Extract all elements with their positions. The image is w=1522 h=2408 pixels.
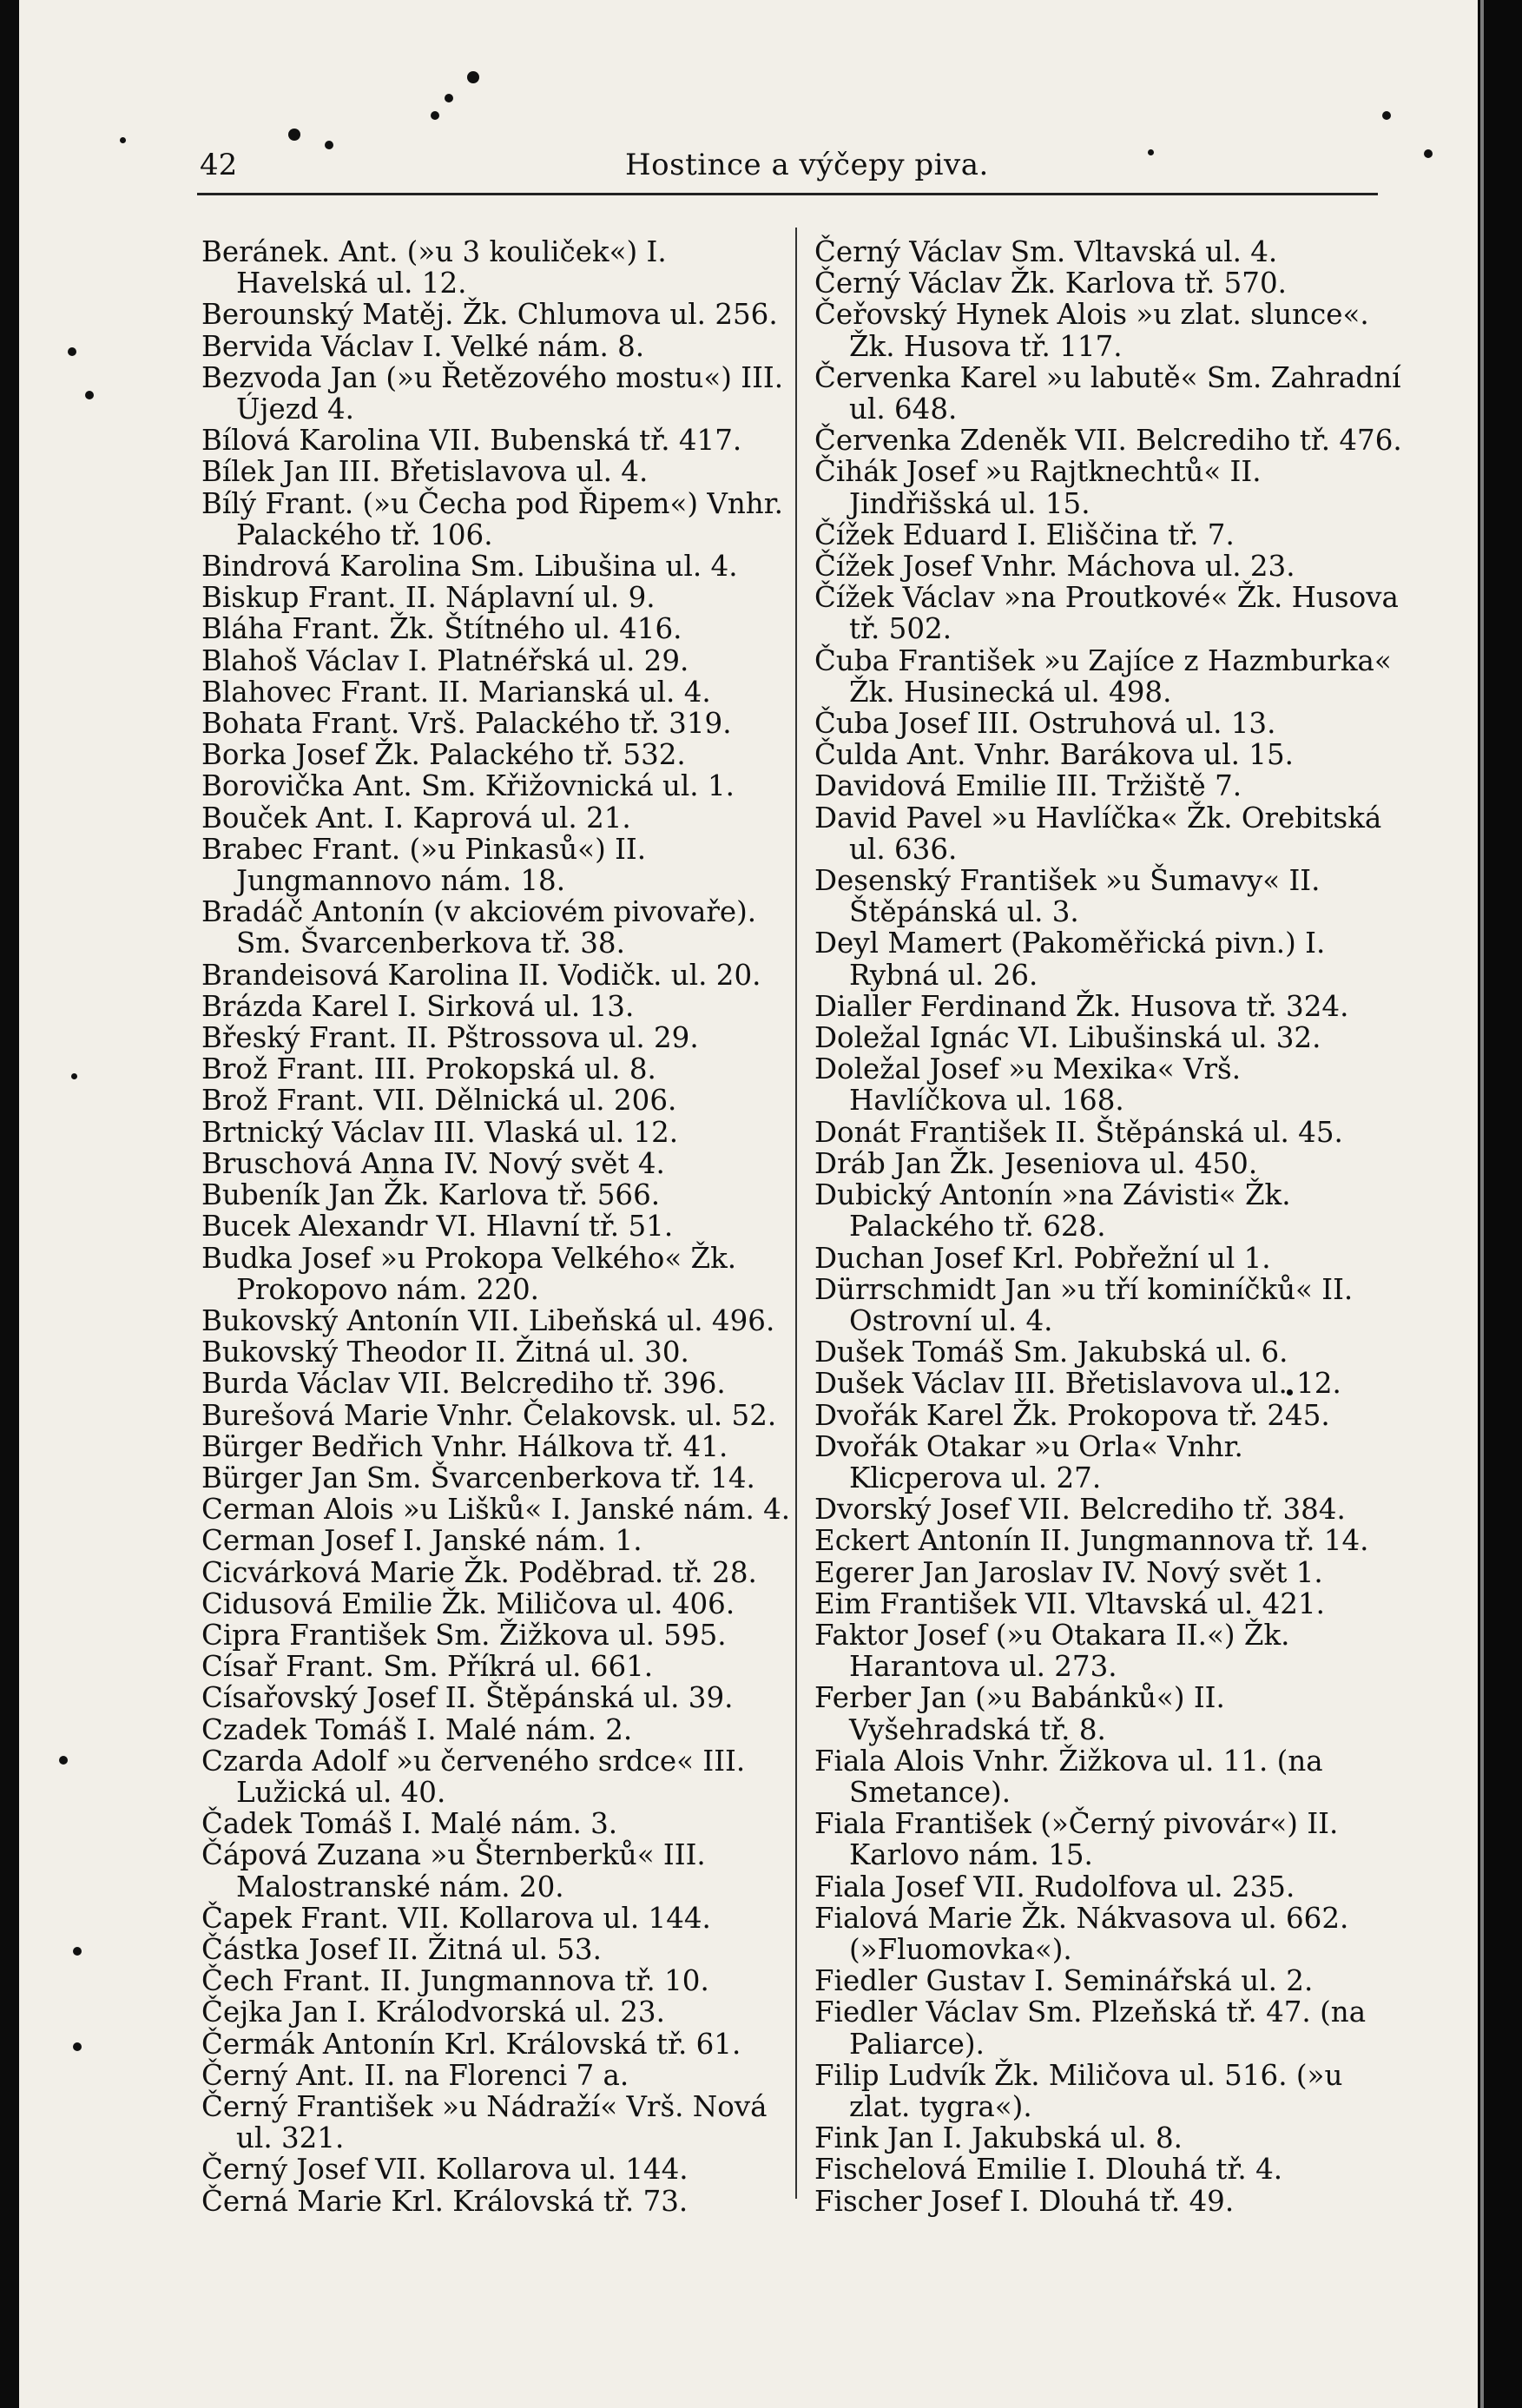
- directory-entry: Biskup Frant. II. Náplavní ul. 9.: [201, 581, 656, 615]
- directory-entry: Faktor Josef (»u Otakara II.«) Žk. Harantova ul. 273.: [814, 1618, 1290, 1684]
- directory-entry: Čuba Josef III. Ostruhová ul. 13.: [814, 707, 1276, 741]
- directory-entry: Čadek Tomáš I. Malé nám. 3.: [201, 1807, 618, 1841]
- directory-entry: Dráb Jan Žk. Jeseniova ul. 450.: [814, 1146, 1258, 1180]
- directory-entry: Cerman Alois »u Lišků« I. Janské nám. 4.: [201, 1493, 791, 1527]
- ink-speck: [1382, 111, 1391, 120]
- directory-entry: Brož Frant. III. Prokopská ul. 8.: [201, 1052, 656, 1086]
- directory-entry: Bukovský Theodor II. Žitná ul. 30.: [201, 1336, 689, 1369]
- directory-entry: Bohata Frant. Vrš. Palackého tř. 319.: [201, 707, 732, 741]
- page-header: [182, 146, 1380, 189]
- directory-entry: Čapek Frant. VII. Kollarova ul. 144.: [201, 1901, 711, 1935]
- ink-speck: [68, 347, 76, 356]
- directory-entry: Částka Josef II. Žitná ul. 53.: [201, 1932, 602, 1966]
- directory-entry: Čížek Eduard I. Eliščina tř. 7.: [814, 518, 1235, 551]
- directory-entry: Bílek Jan III. Břetislavova ul. 4.: [201, 455, 649, 489]
- directory-entry: Egerer Jan Jaroslav IV. Nový svět 1.: [814, 1555, 1323, 1589]
- directory-entry: Čejka Jan I. Králodvorská ul. 23.: [201, 1996, 665, 2029]
- directory-entry: Doležal Ignác VI. Libušinská ul. 32.: [814, 1021, 1321, 1055]
- directory-entry: Bukovský Antonín VII. Libeňská ul. 496.: [201, 1303, 775, 1337]
- ink-speck: [288, 129, 300, 141]
- directory-entry: Blahoš Václav I. Platnéřská ul. 29.: [201, 643, 689, 677]
- directory-entry: David Pavel »u Havlíčka« Žk. Orebitská ul. 636.: [814, 801, 1382, 866]
- directory-entry: Čuba František »u Zajíce z Hazmburka« Žk. Husinecká ul. 498.: [814, 643, 1392, 709]
- directory-entry: Dušek Tomáš Sm. Jakubská ul. 6.: [814, 1336, 1288, 1369]
- directory-entry: Cipra František Sm. Žižkova ul. 595.: [201, 1618, 727, 1652]
- directory-entry: Fiala Alois Vnhr. Žižkova ul. 11. (na Smetance).: [814, 1744, 1323, 1809]
- directory-entry: Brázda Karel I. Sirková ul. 13.: [201, 989, 635, 1023]
- right-column: [814, 236, 1405, 2217]
- directory-entry: Borka Josef Žk. Palackého tř. 532.: [201, 738, 686, 772]
- directory-entry: Doležal Josef »u Mexika« Vrš. Havlíčkova ul. 168.: [814, 1052, 1242, 1118]
- directory-entry: Duchan Josef Krl. Pobřežní ul 1.: [814, 1241, 1271, 1275]
- scanned-page: [19, 0, 1478, 2408]
- directory-entry: Cicvárková Marie Žk. Poděbrad. tř. 28.: [201, 1555, 757, 1589]
- directory-entry: Dvořák Otakar »u Orla« Vnhr. Klicperova ul. 27.: [814, 1429, 1243, 1494]
- directory-entry: Dvorský Josef VII. Belcrediho tř. 384.: [814, 1493, 1346, 1527]
- directory-entry: Bervida Václav I. Velké nám. 8.: [201, 329, 645, 363]
- page-title: Hostince a výčepy piva.: [625, 148, 989, 182]
- directory-entry: Bruschová Anna IV. Nový svět 4.: [201, 1146, 665, 1180]
- directory-entry: Dürrschmidt Jan »u tří kominíčků« II. Ostrovní ul. 4.: [814, 1272, 1354, 1337]
- ink-speck: [85, 391, 94, 399]
- directory-entry: Císař Frant. Sm. Příkrá ul. 661.: [201, 1650, 654, 1684]
- directory-entry: Berounský Matěj. Žk. Chlumova ul. 256.: [201, 298, 778, 332]
- left-column: [201, 236, 792, 2217]
- ink-speck: [59, 1756, 68, 1765]
- directory-entry: Čihák Josef »u Rajtknechtů« II. Jindřišská ul. 15.: [814, 455, 1262, 520]
- directory-entry: Burešová Marie Vnhr. Čelakovsk. ul. 52.: [201, 1398, 777, 1432]
- directory-entry: Bílý Frant. (»u Čecha pod Řipem«) Vnhr. Palackého tř. 106.: [201, 486, 783, 551]
- directory-entry: Dvořák Karel Žk. Prokopova tř. 245.: [814, 1398, 1330, 1432]
- directory-entry: Čech Frant. II. Jungmannova tř. 10.: [201, 1964, 709, 1998]
- directory-entry: Fialová Marie Žk. Nákvasova ul. 662. (»Fluomovka«).: [814, 1901, 1349, 1966]
- directory-entry: Bradáč Antonín (v akciovém pivovaře). Sm. Švarcenberkova tř. 38.: [201, 895, 757, 960]
- directory-entry: Bucek Alexandr VI. Hlavní tř. 51.: [201, 1210, 674, 1244]
- ink-speck: [467, 71, 479, 83]
- directory-entry: Černá Marie Krl. Královská tř. 73.: [201, 2184, 689, 2218]
- directory-entry: Brož Frant. VII. Dělnická ul. 206.: [201, 1084, 677, 1118]
- directory-entry: Bindrová Karolina Sm. Libušina ul. 4.: [201, 550, 738, 584]
- ink-speck: [445, 94, 453, 102]
- directory-entry: Císařovský Josef II. Štěpánská ul. 39.: [201, 1681, 734, 1715]
- directory-entry: Eim František VII. Vltavská ul. 421.: [814, 1587, 1325, 1620]
- directory-entry: Fiedler Václav Sm. Plzeňská tř. 47. (na Paliarce).: [814, 1996, 1367, 2061]
- directory-entry: Bürger Jan Sm. Švarcenberkova tř. 14.: [201, 1461, 755, 1494]
- page-number: 42: [200, 148, 238, 182]
- ink-speck: [73, 1947, 82, 1956]
- directory-entry: Bouček Ant. I. Kaprová ul. 21.: [201, 801, 631, 835]
- directory-entry: Blahovec Frant. II. Marianská ul. 4.: [201, 675, 711, 709]
- directory-entry: Fiala Josef VII. Rudolfova ul. 235.: [814, 1870, 1295, 1903]
- directory-entry: Burda Václav VII. Belcrediho tř. 396.: [201, 1367, 726, 1401]
- ink-speck: [1424, 149, 1433, 158]
- directory-entry: Dubický Antonín »na Závisti« Žk. Palackého tř. 628.: [814, 1178, 1291, 1244]
- directory-entry: Čulda Ant. Vnhr. Barákova ul. 15.: [814, 738, 1294, 772]
- directory-entry: Czadek Tomáš I. Malé nám. 2.: [201, 1712, 633, 1746]
- directory-entry: Deyl Mamert (Pakoměřická pivn.) I. Rybná ul. 26.: [814, 927, 1326, 992]
- directory-entry: Čermák Antonín Krl. Královská tř. 61.: [201, 2027, 741, 2061]
- directory-entry: Budka Josef »u Prokopa Velkého« Žk. Prokopovo nám. 220.: [201, 1241, 737, 1306]
- ink-speck: [71, 1073, 77, 1079]
- directory-entry: Černý Ant. II. na Florenci 7 a.: [201, 2058, 629, 2092]
- directory-entry: Brtnický Václav III. Vlaská ul. 12.: [201, 1115, 679, 1149]
- directory-entry: Ferber Jan (»u Babánků«) II. Vyšehradská tř. 8.: [814, 1681, 1225, 1746]
- directory-entry: Bezvoda Jan (»u Řetězového mostu«) III. Újezd 4.: [201, 360, 784, 426]
- directory-entry: Borovička Ant. Sm. Křižovnická ul. 1.: [201, 769, 735, 803]
- directory-entry: Černý Josef VII. Kollarova ul. 144.: [201, 2153, 689, 2187]
- directory-entry: Černý Václav Sm. Vltavská ul. 4.: [814, 235, 1278, 268]
- directory-entry: Desenský František »u Šumavy« II. Štěpánská ul. 3.: [814, 864, 1321, 929]
- directory-entry: Beránek. Ant. (»u 3 kouliček«) I. Havelská ul. 12.: [201, 235, 667, 300]
- directory-entry: Černý František »u Nádraží« Vrš. Nová ul. 321.: [201, 2089, 768, 2155]
- directory-entry: Donát František II. Štěpánská ul. 45.: [814, 1115, 1343, 1149]
- directory-entry: Dialler Ferdinand Žk. Husova tř. 324.: [814, 989, 1349, 1023]
- directory-entry: Červenka Zdeněk VII. Belcrediho tř. 476.: [814, 424, 1402, 458]
- directory-entry: Filip Ludvík Žk. Miličova ul. 516. (»u zlat. tygra«).: [814, 2058, 1343, 2123]
- directory-entry: Bürger Bedřich Vnhr. Hálkova tř. 41.: [201, 1429, 728, 1463]
- directory-entry: Brandeisová Karolina II. Vodičk. ul. 20.: [201, 958, 761, 992]
- directory-entry: Fiedler Gustav I. Seminářská ul. 2.: [814, 1964, 1314, 1998]
- directory-entry: Fischelová Emilie I. Dlouhá tř. 4.: [814, 2153, 1283, 2187]
- directory-entry: Bubeník Jan Žk. Karlova tř. 566.: [201, 1178, 661, 1212]
- directory-entry: Čížek Josef Vnhr. Máchova ul. 23.: [814, 550, 1295, 584]
- directory-entry: Fiala František (»Černý pivovár«) II. Karlovo nám. 15.: [814, 1807, 1339, 1872]
- directory-entry: Davidová Emilie III. Tržiště 7.: [814, 769, 1242, 803]
- column-divider: [795, 228, 797, 2199]
- directory-entry: Brabec Frant. (»u Pinkasů«) II. Jungmannovo nám. 18.: [201, 832, 647, 898]
- directory-entry: Czarda Adolf »u červeného srdce« III. Lužická ul. 40.: [201, 1744, 746, 1809]
- header-rule: [197, 193, 1378, 195]
- directory-entry: Čeřovský Hynek Alois »u zlat. slunce«. Žk. Husova tř. 117.: [814, 298, 1369, 363]
- directory-entry: Dušek Václav III. Břetislavova ul. 12.: [814, 1367, 1341, 1401]
- directory-entry: Černý Václav Žk. Karlova tř. 570.: [814, 267, 1287, 300]
- directory-entry: Cerman Josef I. Janské nám. 1.: [201, 1524, 642, 1558]
- directory-entry: Červenka Karel »u labutě« Sm. Zahradní ul. 648.: [814, 360, 1401, 426]
- directory-entry: Čížek Václav »na Proutkové« Žk. Husova tř. 502.: [814, 581, 1399, 646]
- directory-entry: Eckert Antonín II. Jungmannova tř. 14.: [814, 1524, 1369, 1558]
- ink-speck: [73, 2042, 82, 2051]
- directory-entry: Fink Jan I. Jakubská ul. 8.: [814, 2121, 1183, 2155]
- scan-edge-line: [1480, 0, 1484, 2408]
- directory-entry: Břeský Frant. II. Pštrossova ul. 29.: [201, 1021, 699, 1055]
- directory-entry: Fischer Josef I. Dlouhá tř. 49.: [814, 2184, 1235, 2218]
- scan-border: [1478, 0, 1522, 2408]
- directory-entry: Bláha Frant. Žk. Štítného ul. 416.: [201, 612, 682, 646]
- directory-entry: Čápová Zuzana »u Šternberků« III. Malostranské nám. 20.: [201, 1838, 706, 1903]
- directory-entry: Bílová Karolina VII. Bubenská tř. 417.: [201, 424, 742, 458]
- directory-entry: Cidusová Emilie Žk. Miličova ul. 406.: [201, 1587, 735, 1620]
- ink-speck: [431, 111, 439, 120]
- ink-speck: [120, 137, 126, 143]
